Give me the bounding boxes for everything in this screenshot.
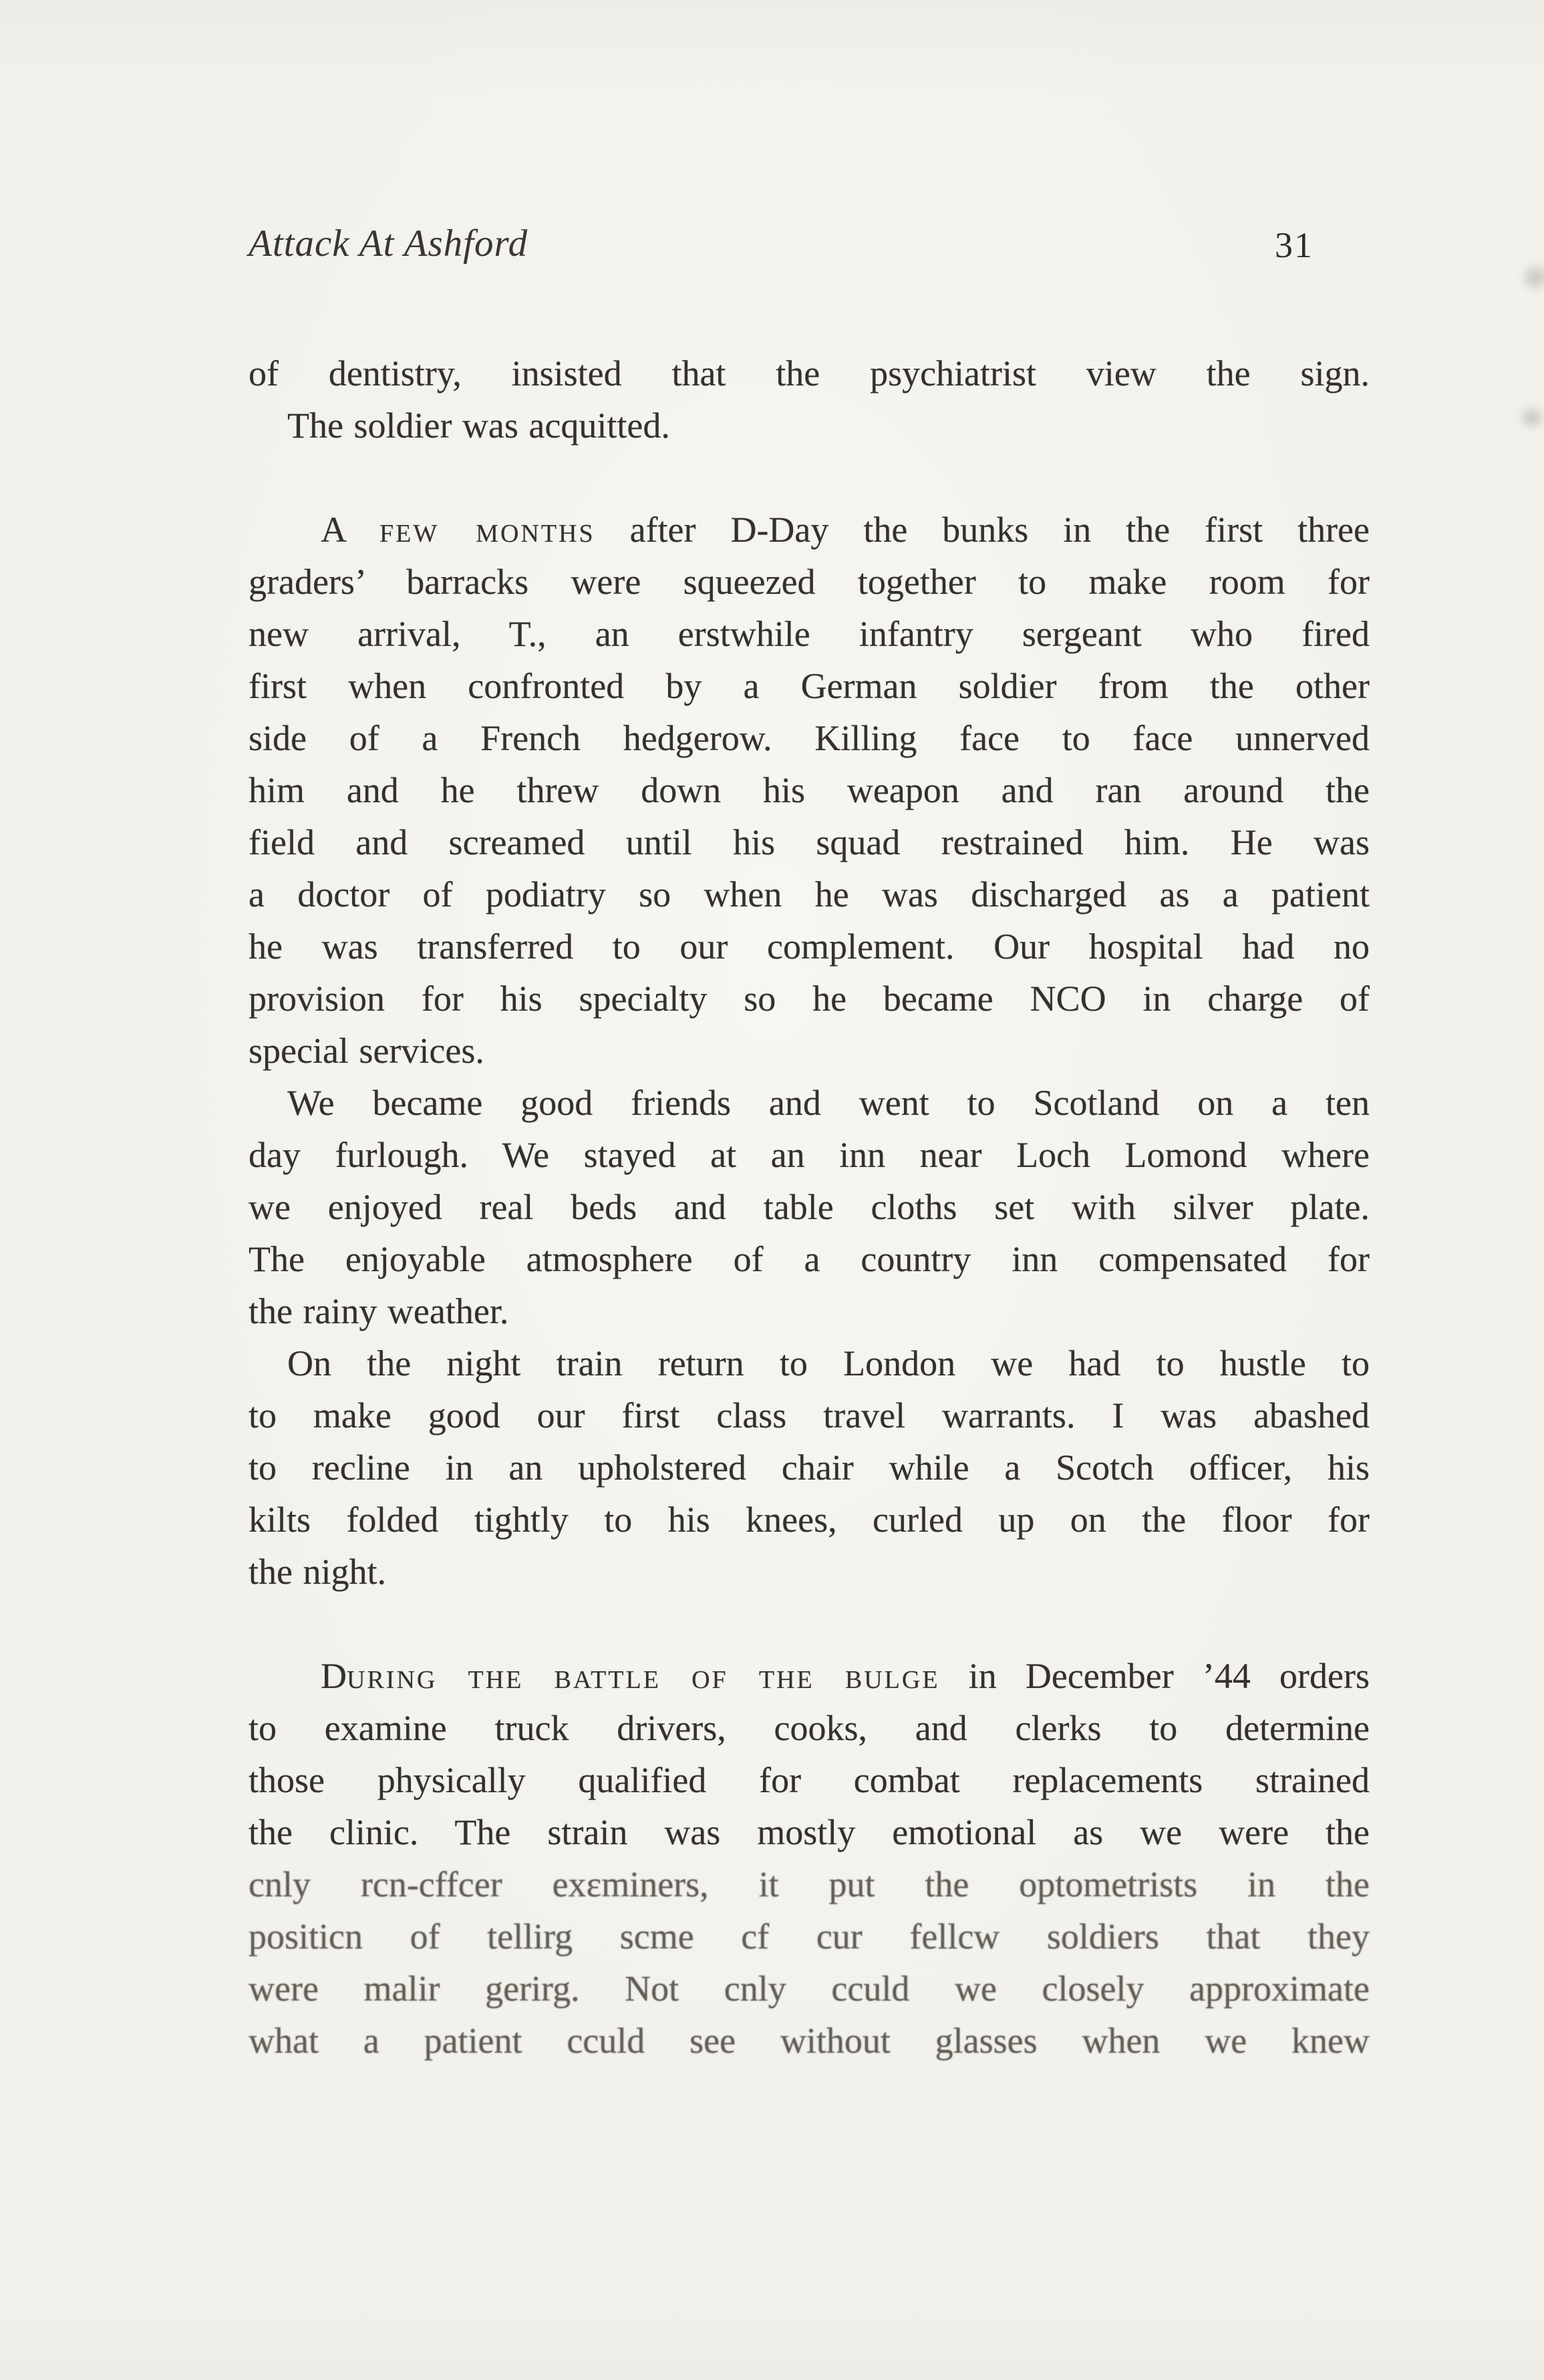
text-segment: positicn of tellirg scme cf cur fellcw soldiers that they [249,1916,1370,1957]
text-segment: first when confronted by a German soldier from the other [249,666,1370,706]
text-line [249,1285,1370,1337]
text-line [249,399,1370,452]
text-line [249,1546,1370,1598]
text-line [249,1077,1370,1129]
text-segment: to recline in an upholstered chair while a Scotch officer, his [249,1448,1370,1488]
text-segment: cnly rcn-cffcer exɛminers, it put the optometrists in the [249,1864,1370,1904]
text-segment: in December ’44 orders [939,1656,1370,1696]
text-line [249,764,1370,816]
text-line [249,1806,1370,1858]
text-line [249,973,1370,1025]
text-segment: We became good friends and went to Scotland on a ten [287,1083,1370,1123]
page-body [249,347,1370,2067]
text-segment: after D-Day the bunks in the first three [595,510,1370,550]
scan-smudge-artifact [1525,267,1544,287]
text-segment: were malir gerirg. Not cnly cculd we closely approximate [249,1969,1370,2009]
text-line [249,347,1370,399]
text-segment: a doctor of podiatry so when he was discharged as a patient [249,874,1370,914]
text-segment: the night. [249,1552,386,1592]
text-line [249,816,1370,868]
text-line [249,1337,1370,1389]
text-line [249,660,1370,712]
text-segment: On the night train return to London we had to hustle to [287,1343,1370,1383]
text-segment: the clinic. The strain was mostly emotional as we were the [249,1812,1370,1852]
text-line [249,1441,1370,1494]
text-segment: side of a French hedgerow. Killing face to face unnerved [249,718,1370,758]
text-segment: to examine truck drivers, cooks, and clerks to determine [249,1708,1370,1748]
text-segment: those physically qualified for combat replacements strained [249,1760,1370,1800]
text-segment: he was transferred to our complement. Our hospital had no [249,926,1370,967]
text-segment: kilts folded tightly to his knees, curled up on the floor for [249,1500,1370,1540]
text-line [249,920,1370,973]
text-line [249,868,1370,920]
text-line [249,1233,1370,1285]
text-segment: provision for his specialty so he became NCO in charge of [249,979,1370,1019]
text-segment: D [321,1656,347,1696]
text-segment: the rainy weather. [249,1291,509,1331]
text-line [249,1754,1370,1806]
text-line [249,1702,1370,1754]
text-segment: field and screamed until his squad restrained him. He was [249,822,1370,862]
text-segment: him and he threw down his weapon and ran around the [249,770,1370,810]
text-line [249,1494,1370,1546]
small-caps-segment: uring the battle of the bulge [347,1656,940,1696]
text-segment: special services. [249,1031,484,1071]
text-segment: graders’ barracks were squeezed together to make room for [249,562,1370,602]
text-line [249,504,1370,556]
text-line [249,1910,1370,1963]
text-line [249,712,1370,764]
running-header [249,222,1364,269]
text-line [249,608,1370,660]
text-line [249,556,1370,608]
scan-smudge-artifact [1522,409,1542,426]
text-segment: what a patient cculd see without glasses when we knew [249,2021,1370,2061]
text-segment: A [321,510,379,550]
text-segment: day furlough. We stayed at an inn near Loch Lomond where [249,1135,1370,1175]
text-line [249,1129,1370,1181]
small-caps-segment: few months [379,510,595,550]
text-line [249,1025,1370,1077]
text-segment: of dentistry, insisted that the psychiatrist view the sign. [249,353,1370,393]
text-segment: The enjoyable atmosphere of a country inn compensated for [249,1239,1370,1279]
page-number: 31 [1275,225,1314,265]
text-line [249,1650,1370,1702]
text-line [249,1963,1370,2015]
text-line [249,1858,1370,1910]
text-segment: we enjoyed real beds and table cloths set with silver plate. [249,1187,1370,1227]
running-header-title: Attack At Ashford [249,222,528,265]
text-line [249,1181,1370,1233]
text-segment: The soldier was acquitted. [287,405,670,446]
text-line [249,1389,1370,1441]
text-segment: to make good our first class travel warrants. I was abashed [249,1395,1370,1435]
text-line [249,2015,1370,2067]
text-segment: new arrival, T., an erstwhile infantry sergeant who fired [249,614,1370,654]
